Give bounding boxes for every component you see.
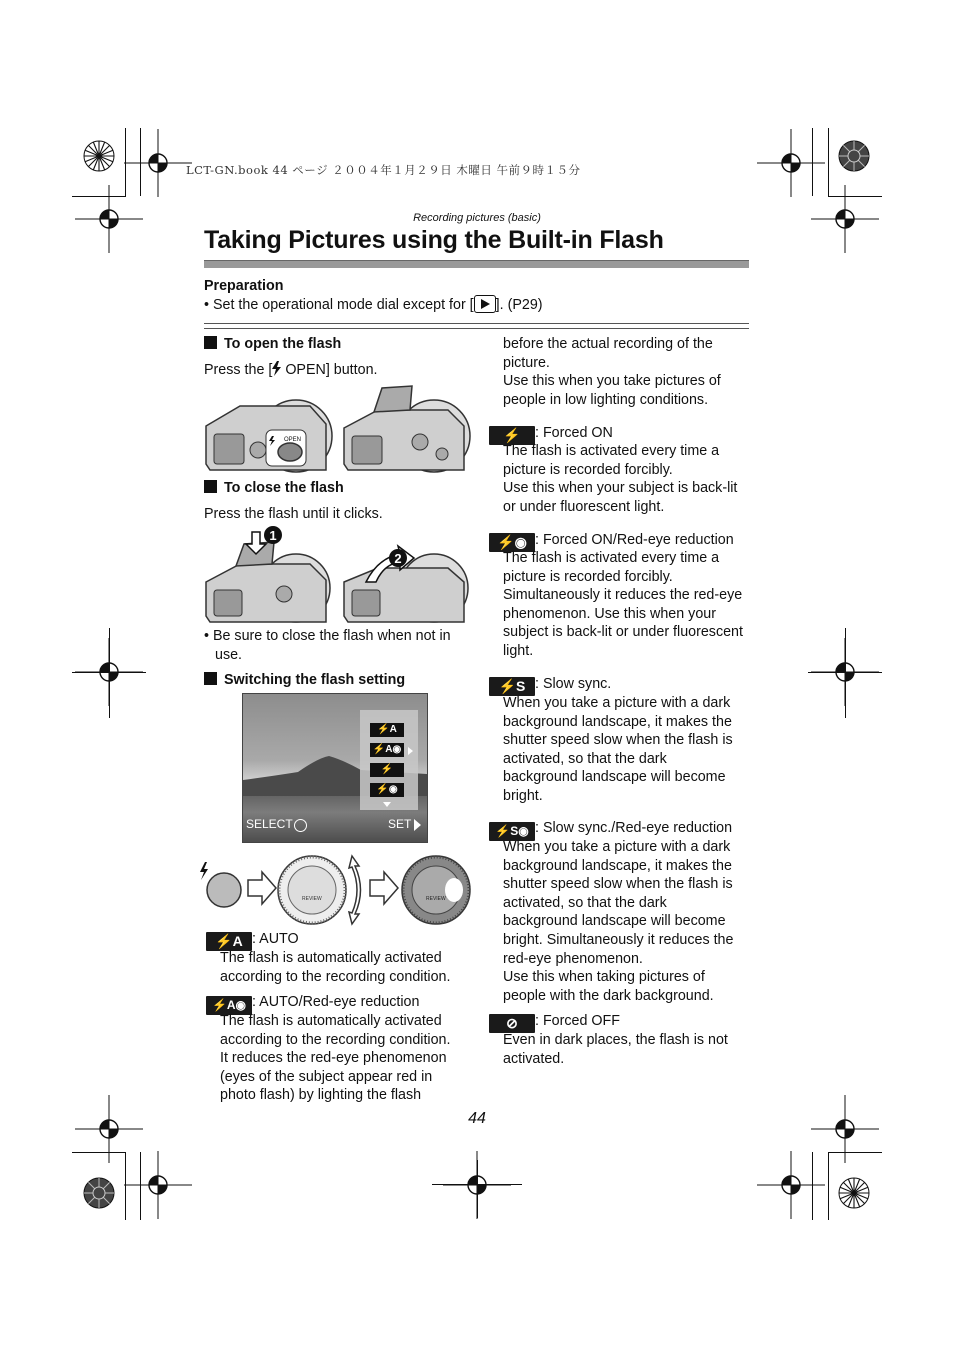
mode-forced-on: ⚡ : Forced ON	[489, 424, 613, 445]
right-intro: before the actual recording of the picture. Use this when you take pictures of people in low lighting conditions.	[503, 336, 721, 408]
set-arrow-icon	[414, 819, 421, 831]
mode-forced-on-red-eye: ⚡◉ : Forced ON/Red-eye reduction	[489, 531, 734, 552]
camera-closed-icon	[206, 400, 332, 472]
mode-forced-on-red-eye-desc: The flash is activated every time a picture is recorded forcibly. Simultaneously it reduces the red-eye phenomenon. Use this when your subject is back-lit or under fluorescent light.	[503, 550, 743, 659]
mode-forced-on-desc: The flash is activated every time a picture is recorded forcibly. Use this when your subject is back-lit or under fluorescent light.	[503, 443, 738, 515]
menu-arrow-right-icon	[408, 747, 413, 755]
menu-arrow-down-icon	[383, 802, 391, 807]
mode-auto-red-eye-desc: The flash is automatically activated according to the recording condition. It reduces the red-eye phenomenon (eyes of the subject appear red in photo flash) by lighting the flash	[220, 1013, 451, 1104]
flash-auto-icon: ⚡A	[206, 932, 252, 951]
page-number: 44	[468, 1110, 486, 1127]
svg-text:REVIEW: REVIEW	[302, 896, 322, 902]
section-caption: Recording pictures (basic)	[413, 212, 541, 224]
print-header: LCT-GN.book 44 ページ ２００４年１月２９日 木曜日 午前９時１５分	[186, 163, 581, 177]
mode-slow-sync-red-eye: ⚡S◉ : Slow sync./Red-eye reduction	[489, 819, 732, 841]
svg-text:OPEN: OPEN	[284, 437, 302, 443]
page-title: Taking Pictures using the Built-in Flash	[204, 226, 664, 254]
mode-auto-desc: The flash is automatically activated according to the recording condition.	[220, 950, 451, 985]
flash-auto-red-eye-icon: ⚡A◉	[206, 996, 252, 1015]
mode-auto: ⚡A : AUTO	[206, 930, 299, 951]
lcd-screen	[242, 693, 428, 843]
camera-close-illustration	[200, 524, 472, 624]
divider	[204, 328, 749, 329]
square-bullet-icon	[204, 336, 217, 349]
rotate-arrow-icon	[349, 856, 361, 924]
close-flash-text: Press the flash until it clicks.	[204, 506, 383, 522]
mode-auto-red-eye: ⚡A◉ : AUTO/Red-eye reduction	[206, 993, 419, 1015]
svg-text:1: 1	[269, 528, 277, 543]
divider	[204, 323, 749, 324]
camera-opened-icon	[344, 386, 470, 472]
menu-item-auto[interactable]: ⚡A	[370, 723, 404, 737]
cursor-dial-right-icon	[402, 856, 470, 924]
dial-icon	[294, 819, 307, 832]
flash-forced-on-red-eye-icon: ⚡◉	[489, 533, 535, 552]
square-bullet-icon	[204, 672, 217, 685]
close-flash-heading: To close the flash	[204, 479, 344, 498]
playback-icon	[474, 295, 496, 313]
preparation-line: • Set the operational mode dial except for [ ]. (P29)	[204, 297, 543, 313]
menu-item-forced-on[interactable]: ⚡	[370, 763, 404, 777]
flash-icon	[272, 361, 281, 376]
lcd-set-label: SET	[388, 817, 412, 831]
open-flash-text: Press the [ OPEN] button.	[204, 362, 378, 378]
mode-slow-sync: ⚡S : Slow sync.	[489, 675, 611, 696]
arrow-right-icon	[248, 872, 276, 904]
title-underline	[204, 260, 749, 268]
arrow-right-icon	[370, 872, 398, 904]
cursor-dial-icon	[278, 856, 346, 924]
lcd-select-label: SELECT	[246, 817, 293, 831]
preparation-heading: Preparation	[204, 278, 284, 294]
open-flash-heading: To open the flash	[204, 335, 341, 354]
mode-slow-sync-desc: When you take a picture with a dark background landscape, it makes the shutter speed slow when the flash is activated, so that the dark background landscape will become bright.	[503, 695, 733, 804]
flash-button-sequence	[198, 852, 474, 926]
menu-item-forced-on-red-eye[interactable]: ⚡◉	[370, 783, 404, 797]
square-bullet-icon	[204, 480, 217, 493]
svg-text:2: 2	[394, 551, 402, 566]
switching-heading: Switching the flash setting	[204, 671, 405, 690]
flash-forced-off-icon: ⊘	[489, 1014, 535, 1033]
menu-item-auto-red-eye[interactable]: ⚡A◉	[370, 743, 404, 757]
mode-forced-off: ⊘ : Forced OFF	[489, 1012, 620, 1033]
svg-text:REVIEW: REVIEW	[426, 896, 446, 902]
camera-open-illustration	[200, 384, 472, 476]
flash-forced-on-icon: ⚡	[489, 426, 535, 445]
flash-slow-sync-red-eye-icon: ⚡S◉	[489, 822, 535, 841]
flash-button-icon	[207, 873, 241, 907]
mode-forced-off-desc: Even in dark places, the flash is not activated.	[503, 1032, 728, 1067]
flash-mode-menu[interactable]	[360, 710, 418, 810]
note-line: • Be sure to close the flash when not in	[204, 628, 451, 644]
note-line: use.	[215, 647, 243, 663]
flash-slow-sync-icon: ⚡S	[489, 677, 535, 696]
flash-icon	[200, 862, 208, 880]
mode-slow-sync-red-eye-desc: When you take a picture with a dark background landscape, it makes the shutter speed slow when the flash is activated, so that the dark background landscape will become bright. Simultaneously it reduces the red-eye phenomenon. Use this when taking pictures of people with the dark background.	[503, 839, 734, 1004]
